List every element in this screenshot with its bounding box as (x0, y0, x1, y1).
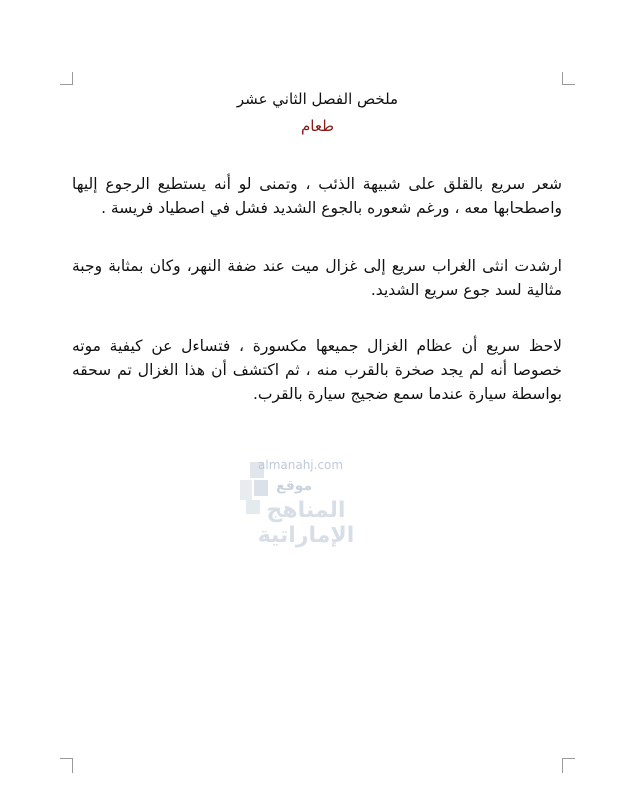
watermark-line1: موقع (276, 478, 313, 494)
watermark-line2: المناهج الإماراتية (257, 498, 355, 548)
paragraph-3: لاحظ سريع أن عظام الغزال جميعها مكسورة ، فتساءل عن كيفية موته خصوصا أنه لم يجد صخرة بالقرب منه ، ثم اكتشف أن هذا الغزال تم سحقه بواسطة سيارة عندما سمع ضجيج سيارة بالقرب. (72, 337, 562, 403)
watermark-logo (236, 454, 376, 548)
crop-mark-top-left (60, 72, 73, 85)
crop-mark-top-right (562, 72, 575, 85)
paragraph-2: ارشدت انثى الغراب سريع إلى غزال ميت عند ضفة النهر، وكان بمثابة وجبة مثالية لسد جوع سريع الشديد. (72, 257, 562, 299)
watermark-url: almanahj.com (258, 458, 344, 472)
paragraph-1: شعر سريع بالقلق على شبيهة الذئب ، وتمنى لو أنه يستطيع الرجوع إليها واصطحابها معه ، ورغم شعوره بالجوع الشديد فشل في اصطياد فريسة . (72, 175, 562, 217)
crop-mark-bottom-right (562, 758, 575, 773)
crop-mark-bottom-left (60, 758, 73, 773)
page-title: ملخص الفصل الثاني عشر (236, 90, 399, 108)
page-subtitle: طعام (300, 117, 335, 135)
